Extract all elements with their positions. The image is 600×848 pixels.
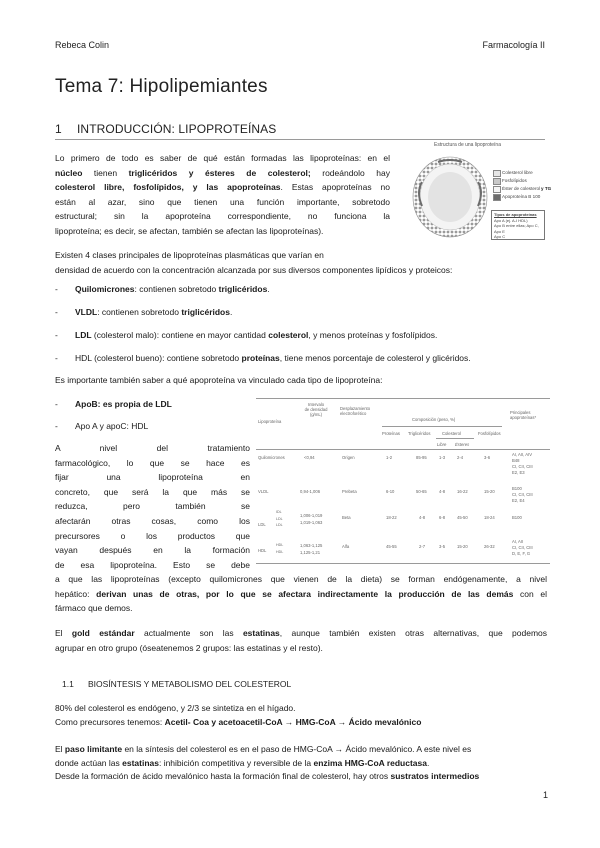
classes-line-2: densidad de acuerdo con la concentración alcanzada por sus diversos componentes lipídicos y proteicos:: [55, 264, 453, 275]
lipoprotein-diagram: [410, 154, 490, 240]
legend-swatch-4: [493, 194, 501, 201]
legend-label-3: Éster de colesterol: [502, 186, 541, 191]
legend-swatch-1: [493, 170, 501, 177]
th-composicion: Composición (peso, %): [412, 417, 456, 422]
th-colesterol: Colesterol: [442, 431, 461, 436]
intro-line-4: están al azar, sino que tienen una función importante, sobretodo: [55, 196, 390, 207]
row-vldl-apo: B100 CI, CII, CIII E2, E4: [512, 486, 533, 503]
page-number: 1: [542, 790, 548, 800]
row-ldl-apo: B100: [512, 515, 522, 520]
list-item-vldl: - VLDL: contienen sobretodo triglicéridos.: [55, 307, 233, 317]
th-libre: Libre: [437, 442, 447, 447]
row-ldl-subs: IDL LDL LDL: [276, 510, 283, 527]
apoprotein-box: Tipos de apoproteínas Apo A (ej. A-I HDL) Apo B entre ellas; Apo C, Apo E Apo C: [491, 210, 545, 240]
list-item-apob: - ApoB: es propia de LDL: [55, 399, 172, 409]
legend-label-4: Apoproteína B 100: [502, 194, 541, 199]
header-author: Rebeca Colin: [55, 40, 110, 50]
figure-title: Estructura de una lipoproteína: [434, 142, 501, 148]
legend-label-1: Colesterol libre: [502, 170, 533, 175]
intro-line-1: Lo primero de todo es saber de qué están formadas las lipoproteínas: en el: [55, 153, 390, 163]
row-ldl-name: LDL: [258, 522, 266, 527]
row-hdl-apo: AI, AII CI, CII, CIII D, E, F, G: [512, 539, 533, 556]
intro-line-2: núcleo tienen triglicéridos y ésteres de colesterol; rodeándolo hay: [55, 167, 390, 178]
row-vldl-name: VLDL: [258, 489, 269, 494]
continuation-paragraph: a que las lipoproteínas (excepto quilomicrones que vienen de la dieta) se forman endógenamente, a nivel hepático: derivan unas de otras, por lo que se afectara indirectamente la producción de las demás con el fármaco que demos.: [55, 574, 547, 614]
legend-label-2: Fosfolípidos: [502, 178, 527, 183]
biosynthesis-paragraph: 80% del colesterol es endógeno, y 2/3 se sintetiza en el hígado. Como precursores tenemos: Acetil- Coa y acetoacetil-CoA → HMG-CoA → Ácido mevalónico: [55, 703, 422, 727]
th-densidad: Intervalo de densidad (g/mL): [304, 402, 328, 417]
row-hdl-subs: HDL HDL: [276, 543, 284, 554]
section-1-heading: [55, 122, 276, 136]
classes-line-1: Existen 4 clases principales de lipoproteínas plasmáticas que varían en: [55, 250, 324, 260]
legend-suffix: y TG: [541, 186, 552, 191]
th-esteres: Ésteres: [455, 442, 470, 447]
row-quilo-name: Quilomicrones: [258, 455, 285, 460]
intro-nucleo: núcleo: [55, 167, 83, 178]
intro-line-6: lipoproteína; es decir, se afectan, también se afectan las lipoproteínas).: [55, 225, 324, 236]
list-item-hdl: - HDL (colesterol bueno): contiene sobretodo proteínas, tiene menos porcentaje de colesterol y glicéridos.: [55, 353, 471, 363]
section-divider: [55, 139, 545, 140]
th-fosfolipidos: Fosfolípidos: [478, 431, 501, 436]
th-proteinas: Proteínas: [382, 431, 400, 436]
list-item-quilomicrones: - Quilomicrones: contienen sobretodo triglicéridos.: [55, 284, 270, 294]
header-course: Farmacología II: [482, 40, 545, 50]
intro-paragraph: [55, 151, 390, 239]
classes-paragraph: [55, 248, 555, 277]
lipoprotein-table: Lipoproteína Intervalo de densidad (g/mL) Desplazamiento electroforético Composición (peso, %) Principales apoproteínas* Proteínas Triglicéridos Colesterol Fosfolípidos Libre Ésteres Quilomicrones <0,94 Origen 1-2 85-95 1-3 2-4 3-6 AI, AII, AIV B48 CI, CII, CIII E2, E3 VLDL 0,94-1,006 Prebeta 6-10 50-65 4-8 16-22 15-20 B100 CI, CII, CIII E2, E4 LDL IDL LDL LDL 1,006-1,019 1,019-1,063 Beta 18-22 4-8 6-8 45-50 18-24 B100 HDL HDL HDL 1,063-1,125 1,125-1,21 Alfa 45-55 2-7 3-5 15-20 26-32 AI, AII CI, CII, CIII D, E, F, G: [258, 402, 537, 556]
treatment-paragraph: A nivel del tratamiento farmacológico, lo que se hace es fijar una lipoproteína en concreto, que será la que más se reduzca, pero también se afectarán otras cosas, como los precursores o los productos que vayan después en la formación de esa lipoproteína. Esto se debe: [55, 443, 250, 570]
intro-line-5: estructural; sin la apoproteína correspondiente, no funciona la: [55, 211, 390, 222]
gold-standard-paragraph: El gold estándar actualmente son las estatinas, aunque también existen otras alternativas, que podemos agrupar en otro grupo (óseatenemos 2 grupos: las estatinas y el resto).: [55, 628, 548, 653]
section-1-1-heading: 1.1 BIOSÍNTESIS Y METABOLISMO DEL COLESTEROL: [62, 679, 292, 689]
list-item-ldl: - LDL (colesterol malo): contiene en mayor cantidad colesterol, y menos proteínas y fosfolípidos.: [55, 330, 438, 340]
list-item-apoa: - Apo A y apoC: HDL: [55, 421, 149, 431]
apo-intro: Es importante también saber a qué apoproteína va vinculado cada tipo de lipoproteína:: [55, 375, 383, 385]
rate-limiting-paragraph: El paso limitante en la síntesis del colesterol es en el paso de HMG-CoA → Ácido mevalónico. A este nivel es donde actúan las estatinas: inhibición competitiva y reversible de la enzima HMG-CoA reductasa. Desde la formación de ácido mevalónico hasta la formación final de colesterol, hay otros sustratos intermedios: [55, 744, 480, 781]
section-1-number: 1: [55, 122, 62, 136]
th-apoproteinas: Principales apoproteínas*: [510, 410, 537, 420]
row-quilo-apo: AI, AII, AIV B48 CI, CII, CIII E2, E3: [512, 452, 533, 475]
th-lipoproteina: Lipoproteína: [258, 419, 282, 424]
page-title: Tema 7: Hipolipemiantes: [55, 76, 268, 97]
th-desplazamiento: Desplazamiento electroforético: [340, 406, 371, 416]
legend-swatch-3: [493, 186, 501, 193]
legend-swatch-2: [493, 178, 501, 185]
th-trigliceridos: Triglicéridos: [408, 431, 431, 436]
section-1-title: INTRODUCCIÓN: LIPOPROTEÍNAS: [77, 122, 277, 136]
lipoprotein-figure: [398, 142, 550, 254]
row-hdl-name: HDL: [258, 548, 267, 553]
intro-line-3: colesterol libre, fosfolípidos, y las apoproteínas. Estas apoproteínas no: [55, 182, 390, 193]
